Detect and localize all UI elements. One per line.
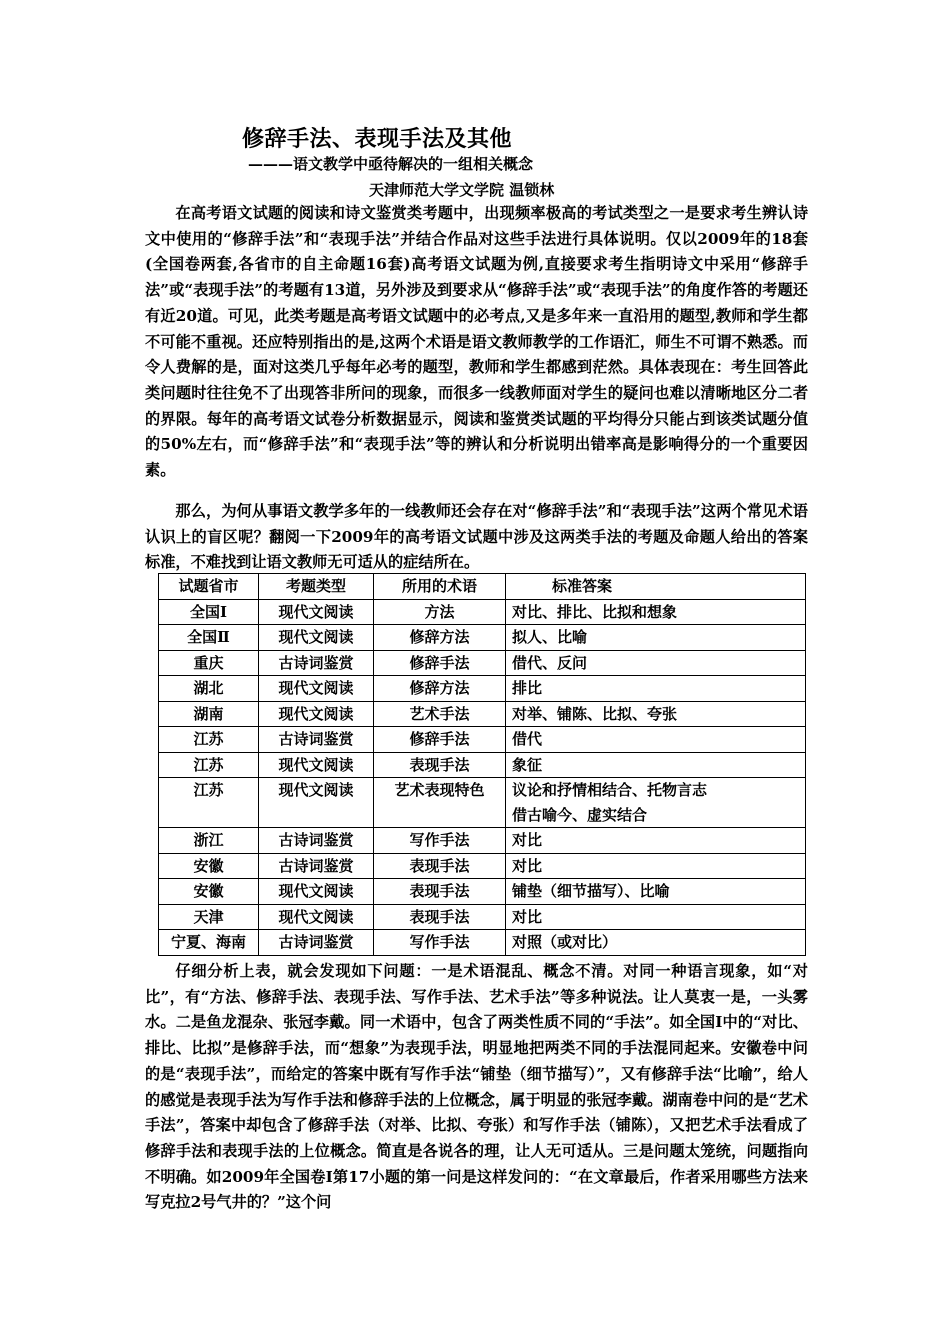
column-header-province: 试题省市 <box>159 574 259 600</box>
cell-answer <box>506 778 806 828</box>
cell-answer <box>506 930 806 956</box>
cell-province: 安徽 <box>159 879 259 905</box>
column-header-type: 考题类型 <box>259 574 374 600</box>
article-title: 修辞手法、表现手法及其他 <box>242 126 513 152</box>
table-row <box>159 701 806 727</box>
cell-type: 现代文阅读 <box>259 879 374 905</box>
answer-line: 对比、排比、比拟和想象 <box>512 602 678 621</box>
answer-line: 借代、反问 <box>512 653 588 672</box>
column-header-term: 所用的术语 <box>374 574 506 600</box>
answer-line: 议论和抒情相结合、托物言志 <box>512 781 708 799</box>
table-row <box>159 778 806 828</box>
cell-province: 全国Ⅱ <box>159 625 259 651</box>
answer-line: 对比 <box>512 831 543 849</box>
cell-province: 湖北 <box>159 676 259 702</box>
cell-term: 表现手法 <box>374 752 506 778</box>
cell-province: 浙江 <box>159 828 259 854</box>
cell-term: 表现手法 <box>374 904 506 930</box>
article-subtitle: ———语文教学中亟待解决的一组相关概念 <box>248 155 534 173</box>
cell-province: 宁夏、海南 <box>159 930 259 956</box>
cell-term: 方法 <box>374 599 506 625</box>
cell-answer <box>506 701 806 727</box>
cell-term: 修辞方法 <box>374 625 506 651</box>
table-row <box>159 599 806 625</box>
cell-type: 古诗词鉴赏 <box>259 853 374 879</box>
paragraph-question: 那么，为何从事语文教学多年的一线教师还会存在对“修辞手法”和“表现手法”这两个常见术语认识上的盲区呢？翻阅一下2009年的高考语文试题中涉及这两类手法的考题及命题人给出的答案标准，不难找到让语文教师无可适从的症结所在。 <box>145 502 808 572</box>
table-body <box>159 599 806 955</box>
cell-answer <box>506 676 806 702</box>
cell-type: 现代文阅读 <box>259 752 374 778</box>
answer-line: 象征 <box>512 755 543 774</box>
cell-answer <box>506 599 806 625</box>
table-row <box>159 676 806 702</box>
table-row <box>159 828 806 854</box>
cell-answer <box>506 853 806 879</box>
cell-term: 修辞手法 <box>374 650 506 676</box>
table-header-row <box>159 574 806 600</box>
answer-line: 对比 <box>512 856 543 875</box>
cell-type: 古诗词鉴赏 <box>259 650 374 676</box>
table-row <box>159 904 806 930</box>
answer-line: 排比 <box>512 679 543 697</box>
column-header-answer: 标准答案 <box>506 574 806 600</box>
answer-line: 铺垫（细节描写）、比喻 <box>512 882 670 900</box>
article-author: 天津师范大学文学院 温锁林 <box>369 181 555 199</box>
cell-term: 艺术手法 <box>374 701 506 727</box>
cell-province: 安徽 <box>159 853 259 879</box>
answer-line: 借古喻今、虚实结合 <box>512 805 648 824</box>
table-row <box>159 625 806 651</box>
cell-term: 表现手法 <box>374 853 506 879</box>
table-row <box>159 727 806 753</box>
cell-province: 江苏 <box>159 778 259 828</box>
cell-province: 重庆 <box>159 650 259 676</box>
cell-type: 现代文阅读 <box>259 904 374 930</box>
cell-answer <box>506 727 806 753</box>
answer-line: 对比 <box>512 907 543 926</box>
cell-type: 现代文阅读 <box>259 625 374 651</box>
cell-type: 古诗词鉴赏 <box>259 930 374 956</box>
cell-type: 现代文阅读 <box>259 676 374 702</box>
cell-province: 江苏 <box>159 727 259 753</box>
table-row <box>159 879 806 905</box>
table-row <box>159 650 806 676</box>
cell-term: 艺术表现特色 <box>374 778 506 828</box>
answer-line: 借代 <box>512 730 543 748</box>
cell-term: 修辞方法 <box>374 676 506 702</box>
cell-term: 表现手法 <box>374 879 506 905</box>
answer-line: 对举、铺陈、比拟、夸张 <box>512 704 678 723</box>
table-row <box>159 930 806 956</box>
table-row <box>159 752 806 778</box>
cell-term: 写作手法 <box>374 930 506 956</box>
paragraph-analysis: 仔细分析上表，就会发现如下问题：一是术语混乱、概念不清。对同一种语言现象，如“对比”，有“方法、修辞手法、表现手法、写作手法、艺术手法”等多种说法。让人莫衷一是，一头雾水。二是鱼龙混杂、张冠李戴。同一术语中，包含了两类性质不同的“手法”。如全国Ⅰ中的“对比、排比、比拟”是修辞手法，而“想象”为表现手法，明显地把两类不同的手法混同起来。安徽卷中问的是“表现手法”，而给定的答案中既有写作手法“铺垫（细节描写）”，又有修辞手法“比喻”，给人的感觉是表现手法为写作手法和修辞手法的上位概念，属于明显的张冠李戴。湖南卷中问的是“艺术手法”，答案中却包含了修辞手法（对举、比拟、夸张）和写作手法（铺陈），又把艺术手法看成了修辞手法和表现手法的上位概念。简直是各说各的理，让人无可适从。三是问题太笼统，问题指向不明确。如2009年全国卷Ⅰ第17小题的第一问是这样发问的：“在文章最后，作者采用哪些方法来写克拉2号气井的？”这个问 <box>145 962 808 1212</box>
cell-type: 现代文阅读 <box>259 778 374 828</box>
cell-answer <box>506 904 806 930</box>
exam-terms-table <box>158 573 806 956</box>
paragraph-intro: 在高考语文试题的阅读和诗文鉴赏类考题中，出现频率极高的考试类型之一是要求考生辨认诗文中使用的“修辞手法”和“表现手法”并结合作品对这些手法进行具体说明。仅以2009年的18套(全国卷两套,各省市的自主命题16套)高考语文试题为例,直接要求考生指明诗文中采用“修辞手法”或“表现手法”的考题有13道，另外涉及到要求从“修辞手法”或“表现手法”的角度作答的考题还有近20道。可见，此类考题是高考语文试题中的必考点,又是多年来一直沿用的题型,教师和学生都不可能不重视。还应特别指出的是,这两个术语是语文教师教学的工作语汇，师生不可谓不熟悉。而令人费解的是，面对这类几乎每年必考的题型，教师和学生都感到茫然。具体表现在：考生回答此类问题时往往免不了出现答非所问的现象，而很多一线教师面对学生的疑问也难以清晰地区分二者的界限。每年的高考语文试卷分析数据显示，阅读和鉴赏类试题的平均得分只能占到该类试题分值的50%左右，而“修辞手法”和“表现手法”等的辨认和分析说明出错率高是影响得分的一个重要因素。 <box>145 204 808 480</box>
table-row <box>159 853 806 879</box>
cell-type: 古诗词鉴赏 <box>259 828 374 854</box>
cell-answer <box>506 879 806 905</box>
cell-type: 现代文阅读 <box>259 701 374 727</box>
cell-province: 湖南 <box>159 701 259 727</box>
cell-answer <box>506 650 806 676</box>
answer-line: 拟人、比喻 <box>512 628 588 646</box>
cell-province: 全国Ⅰ <box>159 599 259 625</box>
answer-line: 对照（或对比） <box>512 933 618 951</box>
cell-type: 现代文阅读 <box>259 599 374 625</box>
cell-answer <box>506 752 806 778</box>
cell-answer <box>506 828 806 854</box>
cell-term: 写作手法 <box>374 828 506 854</box>
cell-type: 古诗词鉴赏 <box>259 727 374 753</box>
cell-answer <box>506 625 806 651</box>
cell-province: 天津 <box>159 904 259 930</box>
cell-province: 江苏 <box>159 752 259 778</box>
cell-term: 修辞手法 <box>374 727 506 753</box>
